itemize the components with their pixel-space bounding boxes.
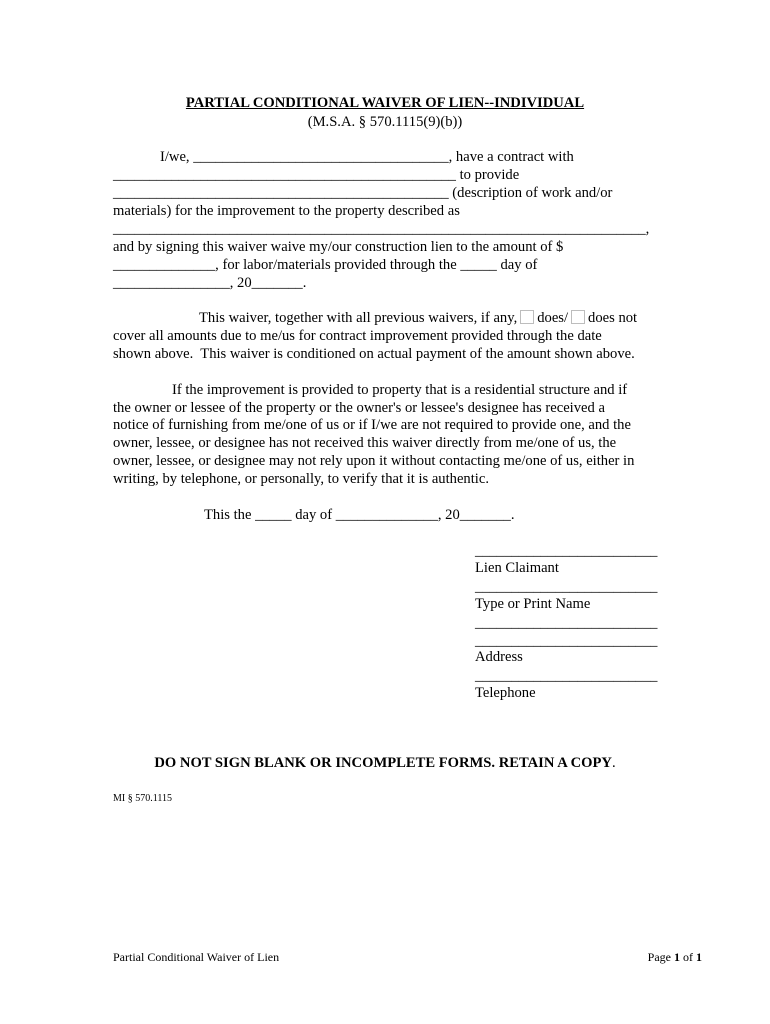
para1-line-7: ______________, for labor/materials provided through the _____ day of bbox=[113, 257, 538, 273]
form-reference: MI § 570.1115 bbox=[113, 793, 172, 804]
lien-claimant-label: Lien Claimant bbox=[475, 560, 559, 576]
does-label: does/ bbox=[537, 310, 569, 326]
page-word: Page bbox=[647, 950, 671, 964]
page-total: 1 bbox=[696, 950, 702, 964]
para3-line-2: the owner or lessee of the property or the owner's or lessee's designee has received a bbox=[113, 400, 605, 416]
of-word: of bbox=[683, 950, 693, 964]
para2-text: This waiver, together with all previous waivers, if any, bbox=[199, 310, 518, 326]
para1-line-2: _______________________________________________ to provide bbox=[113, 167, 520, 183]
para3-line-1: If the improvement is provided to property that is a residential structure and if bbox=[172, 382, 628, 398]
type-or-print-name-label: Type or Print Name bbox=[475, 596, 591, 612]
warning-bold-text: DO NOT SIGN BLANK OR INCOMPLETE FORMS. RETAIN A COPY bbox=[154, 755, 612, 771]
does-not-label: does not bbox=[588, 310, 638, 326]
statute-citation: (M.S.A. § 570.1115(9)(b)) bbox=[307, 114, 463, 130]
para2-line-2: cover all amounts due to me/us for contract improvement provided through the date bbox=[113, 328, 602, 344]
signature-line-5: _________________________ bbox=[475, 668, 658, 684]
signature-line-2: _________________________ bbox=[475, 579, 658, 595]
footer-page-number bbox=[648, 948, 702, 966]
does-not-checkbox[interactable] bbox=[571, 310, 585, 324]
para1-line-3: ______________________________________________ (description of work and/or bbox=[113, 185, 613, 201]
page-current: 1 bbox=[674, 950, 680, 964]
telephone-label: Telephone bbox=[475, 685, 536, 701]
para3-line-6: writing, by telephone, or personally, to verify that it is authentic. bbox=[113, 471, 489, 487]
does-checkbox[interactable] bbox=[520, 310, 534, 324]
para3-line-5: owner, lessee, or designee may not rely upon it without contacting me/one of us, either in bbox=[113, 453, 635, 469]
para3-line-4: owner, lessee, or designee has not received this waiver directly from me/one of us, the bbox=[113, 435, 617, 451]
signature-line-4: _________________________ bbox=[475, 633, 658, 649]
para2-line-1 bbox=[199, 309, 637, 327]
para1-line-6: and by signing this waiver waive my/our construction lien to the amount of $ bbox=[113, 239, 564, 255]
address-label: Address bbox=[475, 649, 523, 665]
para1-line-8: ________________, 20_______. bbox=[113, 275, 307, 291]
para3-line-3: notice of furnishing from me/one of us or if I/we are not required to provide one, and the bbox=[113, 417, 631, 433]
para2-line-3: shown above. This waiver is conditioned on actual payment of the amount shown above. bbox=[113, 346, 635, 362]
para1-line-1: I/we, ___________________________________, have a contract with bbox=[160, 149, 574, 165]
para1-line-4: materials) for the improvement to the property described as bbox=[113, 203, 460, 219]
signature-line-1: _________________________ bbox=[475, 543, 658, 559]
warning-period: . bbox=[611, 755, 616, 771]
date-line: This the _____ day of ______________, 20_______. bbox=[204, 507, 515, 523]
footer-title: Partial Conditional Waiver of Lien bbox=[113, 950, 280, 964]
document-title: PARTIAL CONDITIONAL WAIVER OF LIEN--INDIVIDUAL bbox=[185, 95, 585, 111]
warning-notice bbox=[0, 754, 770, 772]
para1-line-5: _________________________________________________________________________, bbox=[113, 221, 650, 237]
signature-line-3: _________________________ bbox=[475, 615, 658, 631]
